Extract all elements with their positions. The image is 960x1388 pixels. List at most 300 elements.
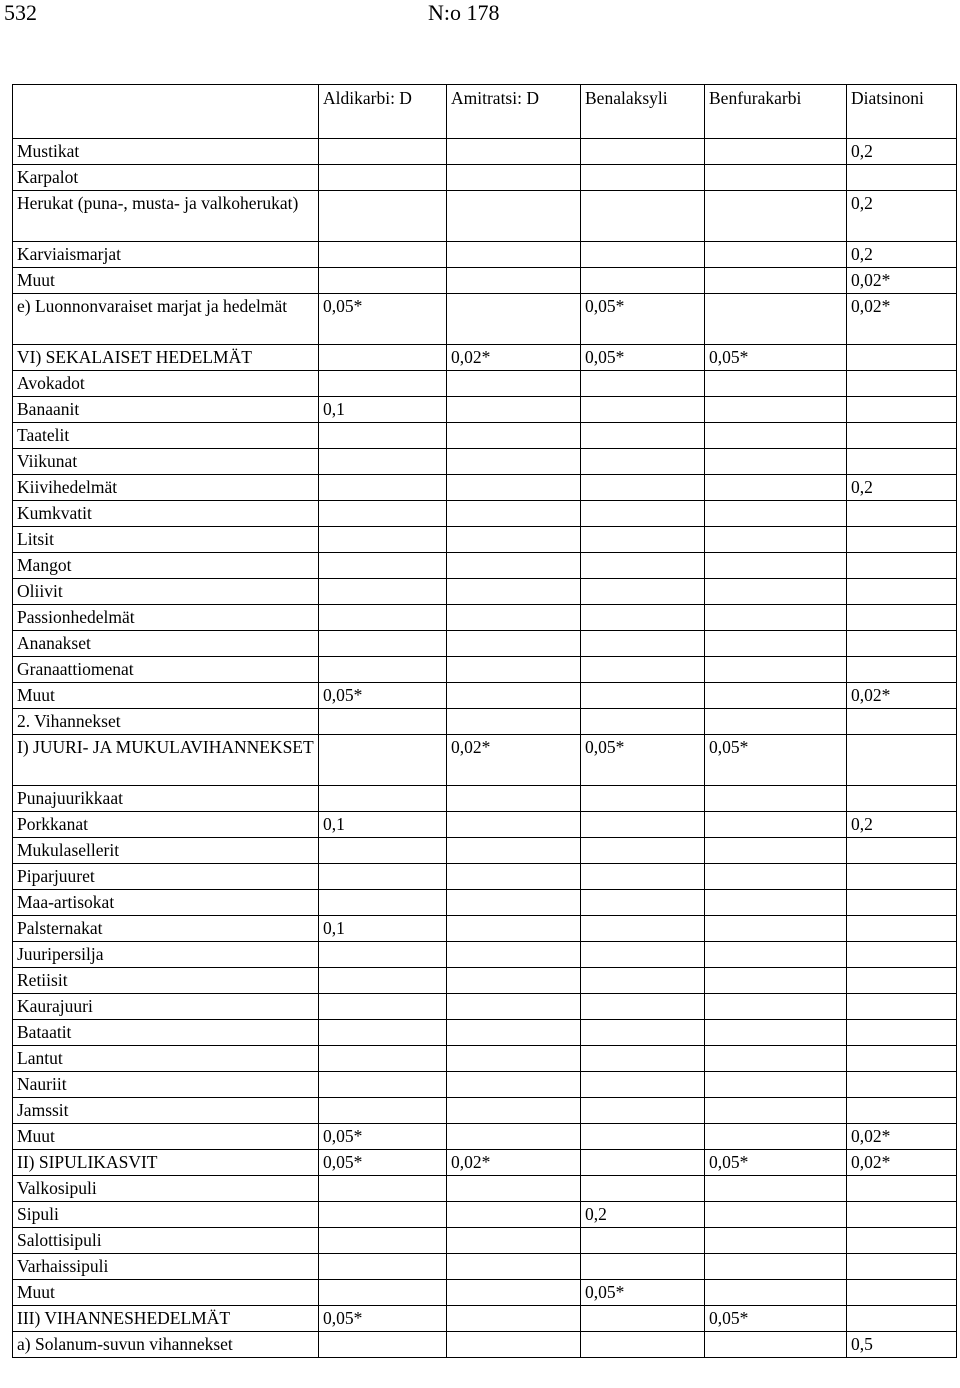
value-cell [581,1020,705,1046]
value-cell: 0,02* [847,268,957,294]
value-cell [319,345,447,371]
value-cell [581,165,705,191]
value-cell [847,423,957,449]
value-cell: 0,05* [581,345,705,371]
residue-limits-table [12,84,957,1358]
row-label: Maa-artisokat [13,890,319,916]
value-cell [319,1228,447,1254]
value-cell [447,994,581,1020]
value-cell: 0,02* [847,1150,957,1176]
value-cell [581,605,705,631]
table-row [13,812,957,838]
value-cell [847,942,957,968]
table-row [13,397,957,423]
value-cell [847,527,957,553]
value-cell [447,657,581,683]
value-cell [447,683,581,709]
column-header: Benfurakarbi [705,85,847,139]
value-cell [319,1098,447,1124]
value-cell [847,449,957,475]
value-cell [705,864,847,890]
value-cell [705,1280,847,1306]
value-cell [705,191,847,242]
value-cell [581,1176,705,1202]
value-cell: 0,02* [447,735,581,786]
row-label: Muut [13,1280,319,1306]
value-cell [705,397,847,423]
value-cell [447,371,581,397]
value-cell [447,1098,581,1124]
row-label: Kaurajuuri [13,994,319,1020]
value-cell [447,501,581,527]
value-cell: 0,05* [705,1306,847,1332]
value-cell [705,709,847,735]
value-cell: 0,1 [319,916,447,942]
value-cell: 0,02* [447,1150,581,1176]
table-row [13,1072,957,1098]
value-cell [447,1332,581,1358]
value-cell [447,139,581,165]
value-cell [705,579,847,605]
value-cell [705,449,847,475]
value-cell [581,864,705,890]
table-row [13,1228,957,1254]
column-header: Aldikarbi: D [319,85,447,139]
value-cell [447,1228,581,1254]
value-cell [705,994,847,1020]
value-cell [319,1202,447,1228]
value-cell: 0,2 [847,475,957,501]
value-cell [847,1098,957,1124]
row-label: Muut [13,683,319,709]
row-label: Punajuurikkaat [13,786,319,812]
value-cell [705,242,847,268]
value-cell [705,1176,847,1202]
value-cell [447,1046,581,1072]
value-cell [705,605,847,631]
column-header: Amitratsi: D [447,85,581,139]
row-label: Taatelit [13,423,319,449]
value-cell [319,1254,447,1280]
value-cell [447,864,581,890]
value-cell [319,165,447,191]
value-cell [447,579,581,605]
table-row [13,709,957,735]
value-cell [447,916,581,942]
value-cell: 0,1 [319,397,447,423]
row-label: Karpalot [13,165,319,191]
document-number: N:o 178 [428,0,500,25]
value-cell [447,268,581,294]
row-label: e) Luonnonvaraiset marjat ja hedelmät [13,294,319,345]
value-cell: 0,02* [847,683,957,709]
value-cell [705,1228,847,1254]
table-row [13,242,957,268]
value-cell [319,1072,447,1098]
value-cell [847,1202,957,1228]
page-header [0,0,960,30]
value-cell [581,371,705,397]
value-cell [847,657,957,683]
value-cell [581,890,705,916]
value-cell [447,527,581,553]
value-cell [705,916,847,942]
value-cell [705,371,847,397]
value-cell [319,942,447,968]
value-cell [705,165,847,191]
value-cell [447,709,581,735]
table-row [13,605,957,631]
row-label: Muut [13,268,319,294]
value-cell [847,501,957,527]
value-cell: 0,05* [705,345,847,371]
value-cell [847,735,957,786]
table-row [13,1098,957,1124]
row-label: 2. Vihannekset [13,709,319,735]
table-row [13,475,957,501]
value-cell [705,501,847,527]
value-cell [319,631,447,657]
value-cell [705,1332,847,1358]
row-label: Viikunat [13,449,319,475]
value-cell [581,942,705,968]
value-cell [581,1254,705,1280]
value-cell [847,1280,957,1306]
value-cell: 0,5 [847,1332,957,1358]
value-cell: 0,05* [705,735,847,786]
value-cell [581,423,705,449]
value-cell [581,1150,705,1176]
row-label: Varhaissipuli [13,1254,319,1280]
value-cell [581,475,705,501]
table-row [13,1020,957,1046]
value-cell [447,397,581,423]
table-row [13,191,957,242]
row-label: Kumkvatit [13,501,319,527]
row-label: Salottisipuli [13,1228,319,1254]
table-row [13,890,957,916]
value-cell [847,1228,957,1254]
table-row [13,423,957,449]
value-cell [581,268,705,294]
value-cell: 0,05* [319,1306,447,1332]
value-cell [705,683,847,709]
value-cell [319,838,447,864]
table-row [13,1046,957,1072]
value-cell [319,786,447,812]
value-cell [705,1254,847,1280]
page-number: 532 [4,0,37,25]
value-cell [581,191,705,242]
value-cell: 0,2 [847,191,957,242]
value-cell: 0,05* [581,294,705,345]
value-cell [847,968,957,994]
row-label: Banaanit [13,397,319,423]
value-cell [319,709,447,735]
value-cell [319,139,447,165]
value-cell [581,683,705,709]
table-row [13,579,957,605]
column-header: Diatsinoni [847,85,957,139]
value-cell [581,631,705,657]
value-cell [581,1098,705,1124]
value-cell [581,1306,705,1332]
value-cell [581,449,705,475]
value-cell [319,1332,447,1358]
row-label: Nauriit [13,1072,319,1098]
row-label: a) Solanum-suvun vihannekset [13,1332,319,1358]
row-label: Piparjuuret [13,864,319,890]
table-row [13,449,957,475]
value-cell [847,864,957,890]
row-label: Bataatit [13,1020,319,1046]
value-cell [319,1020,447,1046]
value-cell [319,605,447,631]
value-cell [319,475,447,501]
table-row [13,1202,957,1228]
value-cell [447,1072,581,1098]
column-header: Benalaksyli [581,85,705,139]
row-label: Porkkanat [13,812,319,838]
value-cell [319,1176,447,1202]
value-cell [705,1020,847,1046]
value-cell [847,605,957,631]
table-row [13,527,957,553]
table-row [13,942,957,968]
table-row [13,735,957,786]
value-cell [581,1046,705,1072]
value-cell [319,371,447,397]
value-cell [319,242,447,268]
value-cell [847,1046,957,1072]
value-cell [319,968,447,994]
value-cell [319,1280,447,1306]
value-cell: 0,05* [581,735,705,786]
value-cell [447,605,581,631]
value-cell [319,423,447,449]
row-label: I) JUURI- JA MUKULAVIHANNEKSET [13,735,319,786]
value-cell [447,1306,581,1332]
table-row [13,1280,957,1306]
row-label: Mangot [13,553,319,579]
value-cell [705,812,847,838]
table-row [13,657,957,683]
row-label: Mustikat [13,139,319,165]
value-cell [319,864,447,890]
value-cell [847,1020,957,1046]
value-cell: 0,2 [847,242,957,268]
row-label: II) SIPULIKASVIT [13,1150,319,1176]
value-cell: 0,05* [319,1124,447,1150]
value-cell [705,423,847,449]
value-cell [705,1124,847,1150]
value-cell [581,242,705,268]
table-row [13,268,957,294]
value-cell: 0,2 [847,139,957,165]
table-row [13,553,957,579]
table-row [13,501,957,527]
value-cell [581,501,705,527]
value-cell [581,786,705,812]
value-cell [847,994,957,1020]
row-label: Oliivit [13,579,319,605]
row-label: III) VIHANNESHEDELMÄT [13,1306,319,1332]
value-cell [847,165,957,191]
row-label: VI) SEKALAISET HEDELMÄT [13,345,319,371]
value-cell [705,268,847,294]
value-cell [847,345,957,371]
value-cell [447,838,581,864]
row-label: Herukat (puna-, musta- ja valkoherukat) [13,191,319,242]
value-cell: 0,05* [319,1150,447,1176]
value-cell [705,527,847,553]
value-cell: 0,02* [847,1124,957,1150]
value-cell [319,890,447,916]
value-cell [581,838,705,864]
row-label: Litsit [13,527,319,553]
table-row [13,1306,957,1332]
value-cell: 0,2 [581,1202,705,1228]
row-label: Granaattiomenat [13,657,319,683]
table-row [13,1254,957,1280]
value-cell [581,397,705,423]
value-cell [705,553,847,579]
table-row [13,165,957,191]
value-cell [319,657,447,683]
row-label: Valkosipuli [13,1176,319,1202]
value-cell [447,165,581,191]
value-cell [581,709,705,735]
value-cell [705,968,847,994]
value-cell [447,1254,581,1280]
value-cell [705,1202,847,1228]
value-cell [319,449,447,475]
value-cell [447,449,581,475]
table-row [13,916,957,942]
value-cell [847,1176,957,1202]
value-cell [447,475,581,501]
value-cell [319,579,447,605]
value-cell [447,294,581,345]
value-cell [847,890,957,916]
value-cell [705,1072,847,1098]
table-row [13,1332,957,1358]
value-cell [319,553,447,579]
row-label: Kiivihedelmät [13,475,319,501]
value-cell [847,397,957,423]
table-row [13,683,957,709]
value-cell [447,423,581,449]
value-cell [447,1280,581,1306]
row-label: Lantut [13,1046,319,1072]
table-row [13,371,957,397]
value-cell [581,527,705,553]
value-cell [847,786,957,812]
value-cell [319,735,447,786]
row-label: Ananakset [13,631,319,657]
value-cell [705,294,847,345]
table-row [13,1124,957,1150]
value-cell [319,994,447,1020]
row-label: Jamssit [13,1098,319,1124]
value-cell [705,942,847,968]
value-cell [847,709,957,735]
value-cell [847,1254,957,1280]
table-row [13,786,957,812]
table-row [13,139,957,165]
value-cell [447,631,581,657]
value-cell [581,139,705,165]
value-cell [847,553,957,579]
value-cell [447,1124,581,1150]
value-cell [447,890,581,916]
value-cell: 0,05* [319,683,447,709]
value-cell: 0,2 [847,812,957,838]
table-row [13,864,957,890]
value-cell [847,371,957,397]
value-cell [581,1332,705,1358]
value-cell [581,657,705,683]
table-header-row [13,85,957,139]
value-cell [705,786,847,812]
value-cell: 0,02* [847,294,957,345]
value-cell [581,553,705,579]
value-cell [581,968,705,994]
value-cell [447,191,581,242]
table-row [13,294,957,345]
value-cell [705,1098,847,1124]
value-cell: 0,02* [447,345,581,371]
value-cell [847,1306,957,1332]
table-row [13,1176,957,1202]
value-cell [581,916,705,942]
table-row [13,345,957,371]
row-label: Karviaismarjat [13,242,319,268]
value-cell [319,1046,447,1072]
value-cell [447,812,581,838]
value-cell [705,1046,847,1072]
row-label: Avokadot [13,371,319,397]
value-cell [447,1020,581,1046]
value-cell [705,139,847,165]
value-cell: 0,1 [319,812,447,838]
value-cell: 0,05* [705,1150,847,1176]
row-label: Passionhedelmät [13,605,319,631]
value-cell [447,1202,581,1228]
value-cell [319,268,447,294]
value-cell [847,838,957,864]
value-cell [447,942,581,968]
value-cell [447,968,581,994]
row-label: Palsternakat [13,916,319,942]
value-cell [447,553,581,579]
table-row [13,968,957,994]
value-cell [447,786,581,812]
value-cell [581,1228,705,1254]
value-cell [581,1072,705,1098]
row-label: Juuripersilja [13,942,319,968]
value-cell: 0,05* [581,1280,705,1306]
value-cell [581,812,705,838]
value-cell [447,1176,581,1202]
value-cell [705,475,847,501]
value-cell [847,1072,957,1098]
value-cell [319,527,447,553]
table-row [13,838,957,864]
value-cell [319,501,447,527]
value-cell [705,657,847,683]
table-row [13,631,957,657]
